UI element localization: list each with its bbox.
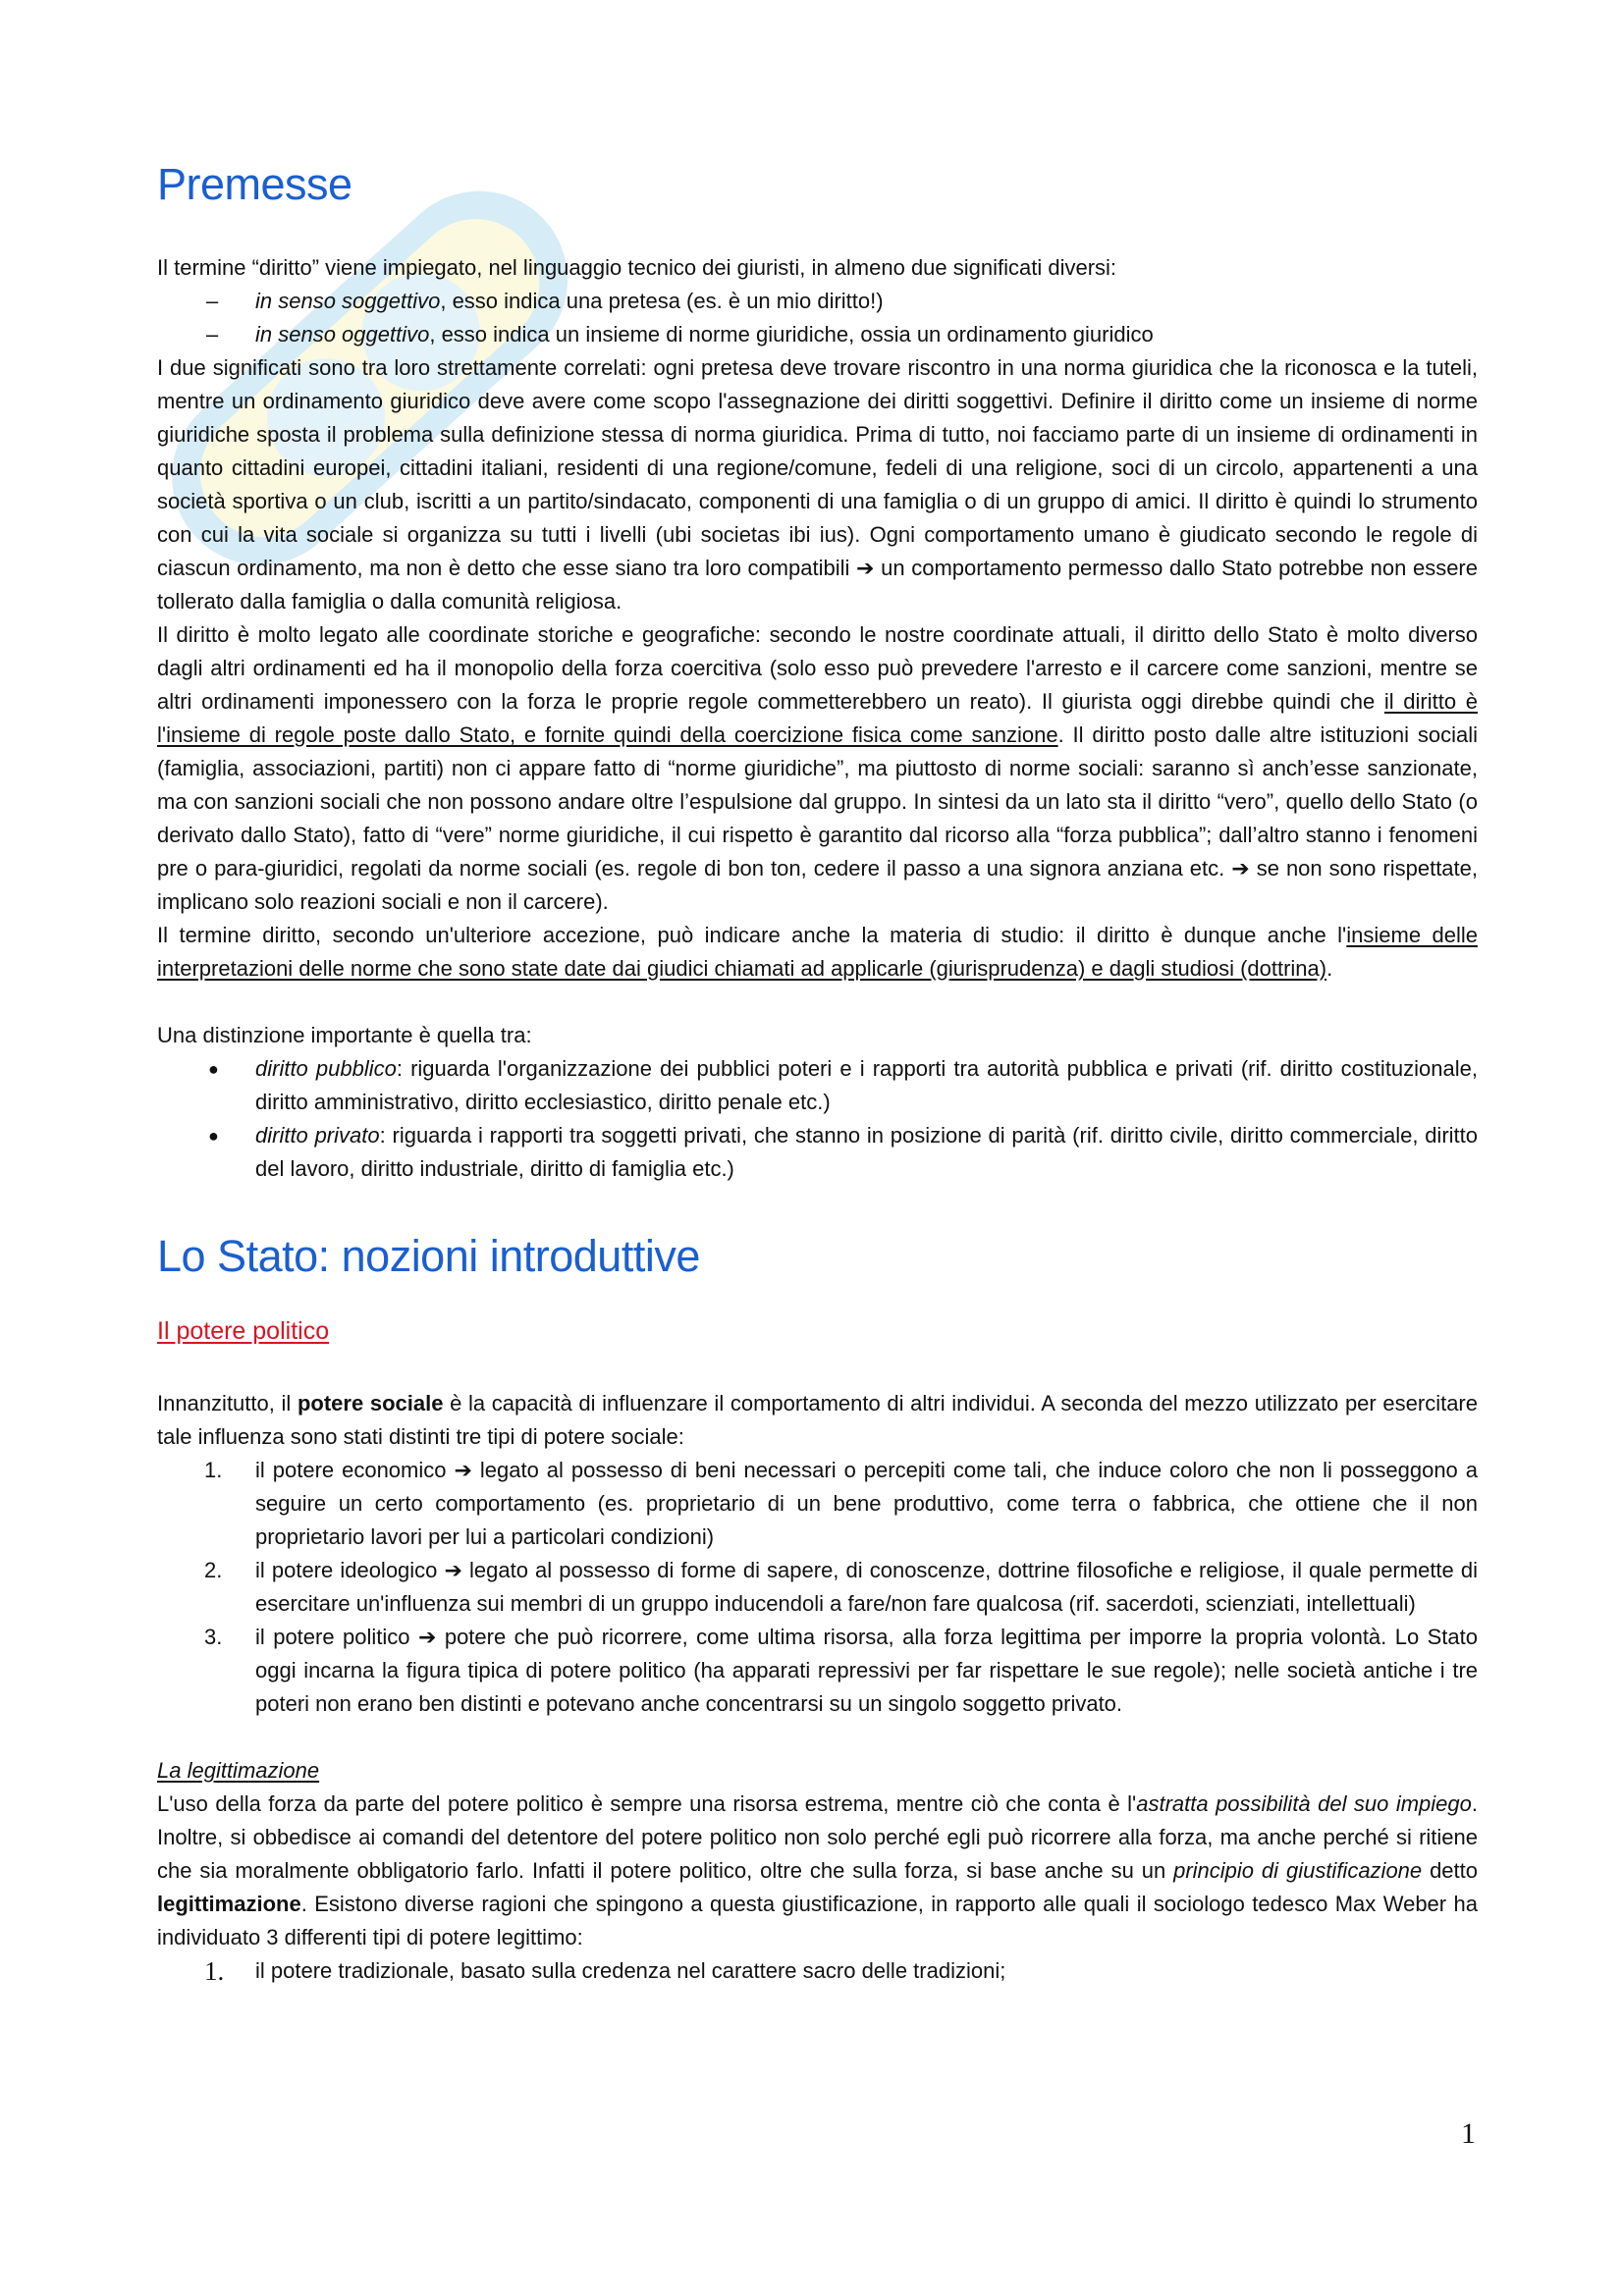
intro-paragraph: Il termine “diritto” viene impiegato, nel linguaggio tecnico dei giuristi, in almeno due significati diversi: xyxy=(157,255,1117,280)
document-page xyxy=(157,147,1478,1988)
underlined-definition: il diritto è l'insieme di regole poste dallo Stato, e fornite quindi della coercizione fisica come sanzione xyxy=(157,689,1478,747)
list-item: 2. il potere ideologico ➔ legato al possesso di forme di sapere, di conoscenze, dottrine filosofiche e religiose, il quale permette di esercitare un'influenza sui membri di un gruppo inducendoli a fare/non fare qualcosa (rif. sacerdoti, scienziati, intellettuali) xyxy=(204,1558,1478,1616)
paragraph: Innanzitutto, il potere sociale è la capacità di influenzare il comportamento di altri individui. A seconda del mezzo utilizzato per esercitare tale influenza sono stati distinti tre tipi di potere sociale: xyxy=(157,1391,1478,1449)
list-item: 1. il potere economico ➔ legato al possesso di beni necessari o percepiti come tali, che induce coloro che non li posseggono a seguire un certo comportamento (es. proprietario di un bene produttivo, come terra o fabbrica, che ottiene che il non proprietario lavori per lui a particolari condizioni) xyxy=(204,1458,1478,1549)
paragraph: I due significati sono tra loro strettamente correlati: ogni pretesa deve trovare riscontro in una norma giuridica che la riconosca e la tuteli, mentre un ordinamento giuridico deve avere come scopo l'assegnazione dei diritti soggettivi. Definire il diritto come un insieme di norme giuridiche sposta il problema sulla definizione stessa di norma giuridica. Prima di tutto, noi facciamo parte di un insieme di ordinamenti in quanto cittadini europei, cittadini italiani, residenti di una regione/comune, fedeli di una religione, soci di un circolo, appartenenti a una società sportiva o un club, iscritti a un partito/sindacato, componenti di una famiglia o di un gruppo di amici. Il diritto è quindi lo strumento con cui la vita sociale si organizza su tutti i livelli (ubi societas ibi ius). Ogni comportamento umano è giudicato secondo le regole di ciascun ordinamento, ma non è detto che esse siano tra loro compatibili ➔ un comportamento permesso dallo Stato potrebbe non essere tollerato dalla famiglia o dalla comunità religiosa. xyxy=(157,355,1478,614)
bullet-marker: ● xyxy=(208,1059,219,1079)
dash-marker: – xyxy=(206,322,219,347)
paragraph: Il termine diritto, secondo un'ulteriore accezione, può indicare anche la materia di studio: il diritto è dunque anche l'insieme delle interpretazioni delle norme che sono state date dai giudici chiamati ad applicarle (giurisprudenza) e dagli studiosi (dottrina). xyxy=(157,923,1478,981)
list-item: 3. il potere politico ➔ potere che può ricorrere, come ultima risorsa, alla forza legittima per imporre la propria volontà. Lo Stato oggi incarna la figura tipica di potere politico (ha apparati repressivi per far rispettare le sue regole); nelle società antiche i tre poteri non erano ben distinti e potevano anche concentrarsi su un singolo soggetto privato. xyxy=(204,1625,1478,1716)
paragraph: Una distinzione importante è quella tra: xyxy=(157,1023,532,1047)
paragraph: Il diritto è molto legato alle coordinate storiche e geografiche: secondo le nostre coordinate attuali, il diritto dello Stato è molto diverso dagli altri ordinamenti ed ha il monopolio della forza coercitiva (solo esso può prevedere l'arresto e il carcere come sanzioni, mentre se altri ordinamenti imponessero con la forza le proprie regole commetterebbero un reato). Il giurista oggi direbbe quindi che il diritto è l'insieme di regole poste dallo Stato, e fornite quindi della coercizione fisica come sanzione. Il diritto posto dalle altre istituzioni sociali (famiglia, associazioni, partiti) non ci appare fatto di “norme giuridiche”, ma piuttosto di norme sociali: saranno sì anch’esse sanzionate, ma con sanzioni sociali che non possono andare oltre l’espulsione dal gruppo. In sintesi da un lato sta il diritto “vero”, quello dello Stato (o derivato dallo Stato), fatto di “vere” norme giuridiche, il cui rispetto è garantito dal ricorso alla “forza pubblica”; dall’altro stanno i fenomeni pre o para-giuridici, regolati da norme sociali (es. regole di bon ton, cedere il passo a una signora anziana etc. ➔ se non sono rispettate, implicano solo reazioni sociali e non il carcere). xyxy=(157,622,1478,914)
list-item: ● diritto privato: riguarda i rapporti tra soggetti privati, che stanno in posizione di parità (rif. diritto civile, diritto commerciale, diritto del lavoro, diritto industriale, diritto di famiglia etc.) xyxy=(157,1119,1478,1186)
list-item: ● diritto pubblico: riguarda l'organizzazione dei pubblici poteri e i rapporti tra autorità pubblica e privati (rif. diritto costituzionale, diritto amministrativo, diritto ecclesiastico, diritto penale etc.) xyxy=(157,1052,1478,1119)
legitimation-heading: La legittimazione xyxy=(157,1758,320,1783)
list-item: – in senso soggettivo, esso indica una pretesa (es. è un mio diritto!) xyxy=(157,285,1478,318)
list-item: – in senso oggettivo, esso indica un insieme di norme giuridiche, ossia un ordinamento giuridico xyxy=(157,318,1478,351)
dash-marker: – xyxy=(206,289,219,313)
distinction-list xyxy=(157,1052,1478,1186)
section-title-stato: Lo Stato: nozioni introduttive xyxy=(157,1231,700,1281)
underlined-definition: insieme delle interpretazioni delle norme che sono state date dai giudici chiamati ad applicarle (giurisprudenza) e dagli studiosi (dottrina) xyxy=(157,923,1478,981)
list-item: 1. il potere tradizionale, basato sulla credenza nel carattere sacro delle tradizioni; xyxy=(204,1956,1006,1986)
paragraph: L'uso della forza da parte del potere politico è sempre una risorsa estrema, mentre ciò che conta è l'astratta possibilità del suo impiego. Inoltre, si obbedisce ai comandi del detentore del potere politico non solo perché egli può ricorrere alla forza, ma anche perché si ritiene che sia moralmente obbligatorio farlo. Infatti il potere politico, oltre che sulla forza, si base anche su un principio di giustificazione detto legittimazione. Esistono diverse ragioni che spingono a questa giustificazione, in rapporto alle quali il sociologo tedesco Max Weber ha individuato 3 differenti tipi di potere legittimo: xyxy=(157,1791,1478,1949)
subsection-title: Il potere politico xyxy=(157,1317,330,1345)
weber-list xyxy=(157,1954,1478,1988)
bullet-marker: ● xyxy=(208,1126,219,1146)
meanings-list xyxy=(157,285,1478,351)
section-title-premesse: Premesse xyxy=(157,159,352,209)
page-number: 1 xyxy=(1461,2117,1476,2150)
power-types-list xyxy=(157,1454,1478,1721)
